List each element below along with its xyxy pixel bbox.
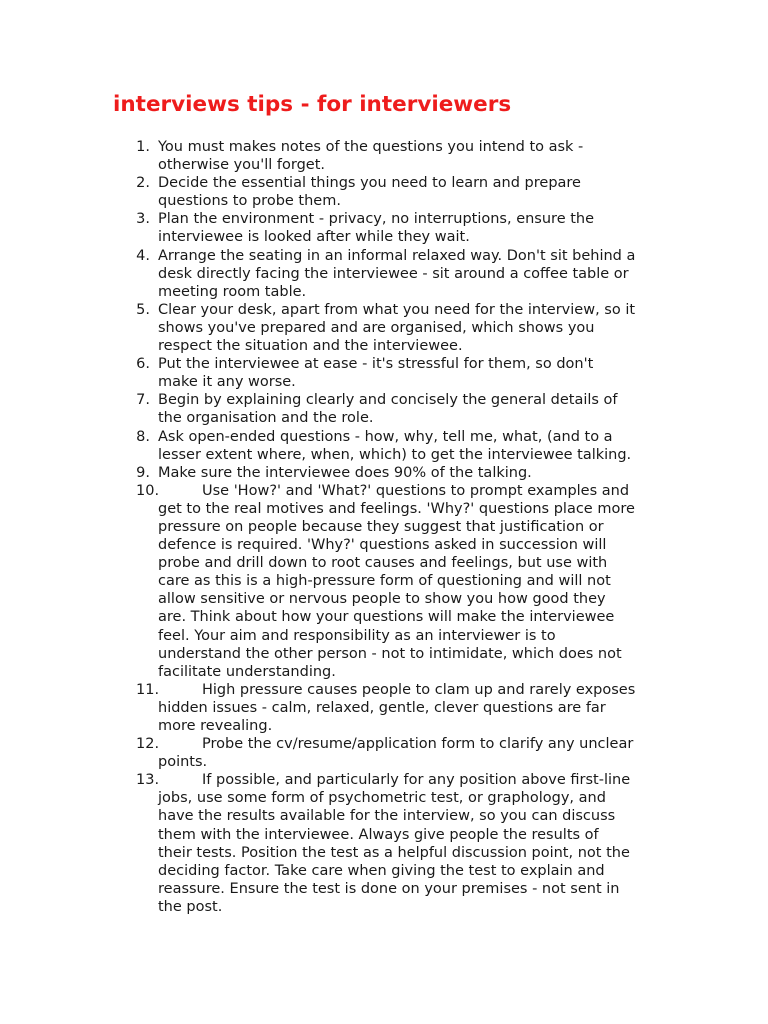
list-item-number: 5. [136,301,150,318]
list-item [0,247,658,301]
page-title: interviews tips - for interviewers [113,92,512,117]
list-item-text-line: allow sensitive or nervous people to show you how good they [158,591,606,608]
list-item-text-line: Probe the cv/resume/application form to clarify any unclear [202,736,634,753]
list-item-text-line: the post. [158,898,223,915]
list-item-text-line: feel. Your aim and responsibility as an interviewer is to [158,627,556,644]
list-item-text-line: the organisation and the role. [158,410,374,427]
list-item-text-line: more revealing. [158,718,273,734]
list-item-text-line: hidden issues - calm, relaxed, gentle, clever questions are far [158,699,606,716]
list-item-text-line: Make sure the interviewee does 90% of the talking. [158,464,532,481]
list-item-number: 8. [136,428,150,445]
list-item-text-line: reassure. Ensure the test is done on your premises - not sent in [158,880,620,897]
list-item-text-line: pressure on people because they suggest that justification or [158,518,604,535]
list-item [0,210,658,246]
list-item [0,174,658,210]
list-item-text-line: High pressure causes people to clam up and rarely exposes [202,681,636,698]
list-item-number: 12. [136,736,160,753]
list-item-text-line: make it any worse. [158,374,296,391]
list-item [0,428,658,464]
list-item-text-line: If possible, and particularly for any position above first-line [202,772,631,789]
list-item-text-line: lesser extent where, when, which) to get the interviewee talking. [158,446,632,463]
list-item-text-line: jobs, use some form of psychometric test, or graphology, and [158,790,606,807]
list-item-number: 7. [136,392,150,409]
list-item [0,355,658,391]
list-item-text-line: facilitate understanding. [158,663,336,680]
list-item-number: 9. [136,464,150,481]
list-item-text-line: deciding factor. Take care when giving the test to explain and [158,862,605,879]
list-item-text-line: meeting room table. [158,283,307,300]
list-item-text-line: care as this is a high-pressure form of questioning and will not [158,573,611,590]
list-item-text-line: defence is required. 'Why?' questions asked in succession will [158,537,607,554]
list-item-number: 11. [136,681,160,698]
list-item-text-line: Arrange the seating in an informal relaxed way. Don't sit behind a [158,247,636,264]
list-item-text-line: respect the situation and the interviewee. [158,338,463,355]
list-item-number: 13. [136,772,160,789]
list-item-number: 10. [136,482,160,499]
list-item-text-line: Decide the essential things you need to learn and prepare [158,175,581,192]
list-item [0,735,658,771]
list-item-text-line: them with the interviewee. Always give people the results of [158,826,599,843]
list-item-number: 1. [136,139,150,155]
tips-list [0,138,658,916]
list-item-text-line: Clear your desk, apart from what you need for the interview, so it [158,301,636,318]
list-item-text-line: Use 'How?' and 'What?' questions to prompt examples and [202,482,630,499]
list-item [0,681,658,735]
list-item-text-line: Ask open-ended questions - how, why, tell me, what, (and to a [158,428,613,445]
list-item-number: 2. [136,175,150,192]
list-item-text-line: desk directly facing the interviewee - sit around a coffee table or [158,265,629,282]
list-item [0,138,658,174]
list-item-text-line: You must makes notes of the questions you intend to ask - [158,139,584,155]
list-item [0,391,658,427]
list-item-number: 4. [136,247,150,264]
list-item-text-line: Put the interviewee at ease - it's stressful for them, so don't [158,356,594,373]
list-item [0,301,658,355]
list-item-text-line: otherwise you'll forget. [158,157,325,174]
list-item-text-line: Begin by explaining clearly and concisely the general details of [158,392,618,409]
list-item-text-line: questions to probe them. [158,193,341,210]
list-item [0,482,658,681]
list-item-text-line: points. [158,754,208,771]
list-item-text-line: interviewee is looked after while they wait. [158,229,470,246]
list-item-text-line: Plan the environment - privacy, no interruptions, ensure the [158,211,595,228]
list-item [0,464,658,482]
list-item-number: 6. [136,356,150,373]
list-item-text-line: probe and drill down to root causes and feelings, but use with [158,555,608,572]
list-item-text-line: understand the other person - not to intimidate, which does not [158,645,622,662]
list-item-text-line: their tests. Position the test as a helpful discussion point, not the [158,844,630,861]
list-item-text-line: have the results available for the interview, so you can discuss [158,808,616,825]
list-item-text-line: shows you've prepared and are organised, which shows you [158,319,595,336]
list-item-text-line: get to the real motives and feelings. 'Why?' questions place more [158,500,635,517]
list-item-text-line: are. Think about how your questions will make the interviewee [158,609,615,626]
list-item-number: 3. [136,211,150,228]
list-item [0,771,658,916]
